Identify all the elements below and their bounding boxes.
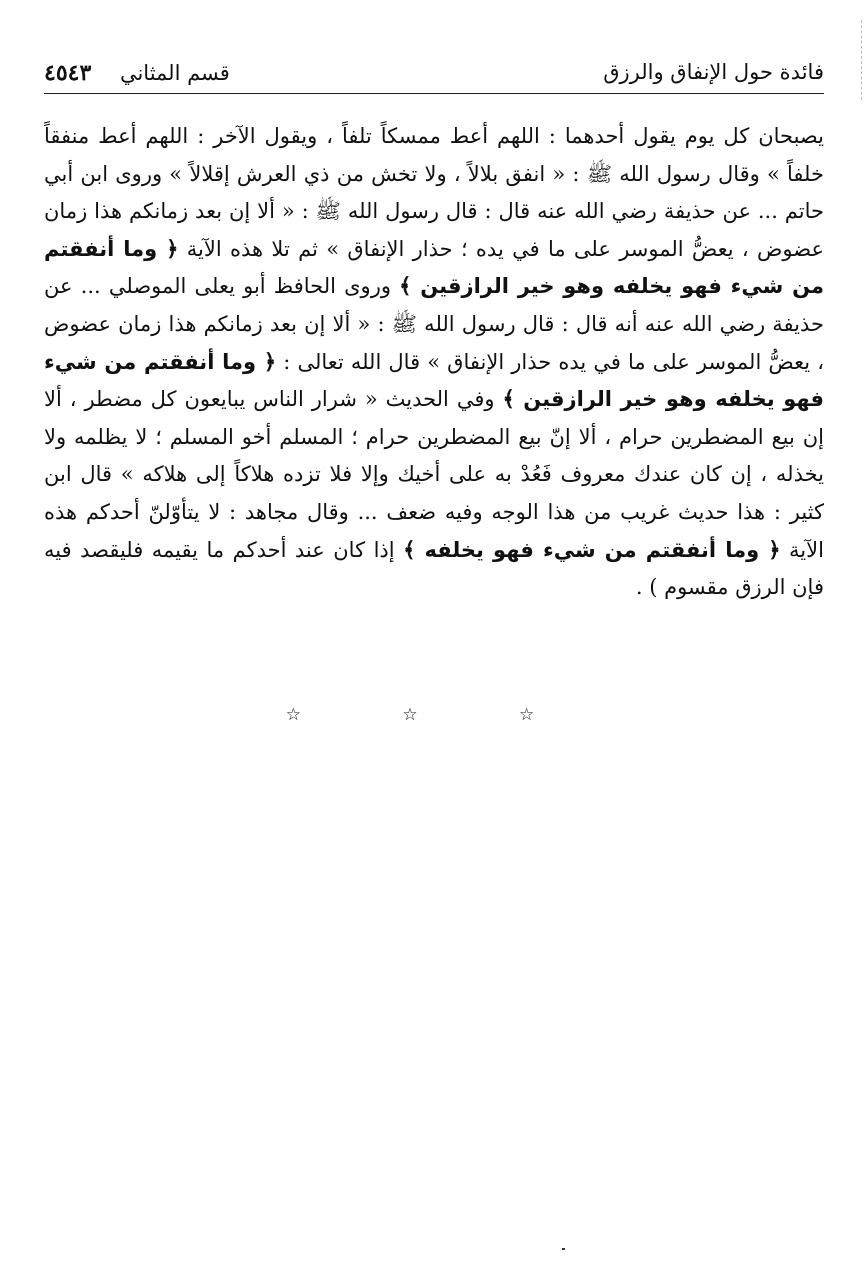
body-text bbox=[44, 118, 824, 607]
bottom-mark bbox=[562, 1248, 565, 1250]
header-rule bbox=[44, 93, 824, 94]
text-segment: إذا كان عند أحدكم ما يقيمه فليقصد فيه فإن الرزق مقسوم ) . bbox=[44, 537, 824, 600]
quran-verse: ﴿ وما أنفقتم من شيء فهو يخلفه وهو خير الرازقين ﴾ bbox=[44, 349, 824, 412]
section-name: قسم المثاني bbox=[119, 61, 230, 85]
page-number: ٤٥٤٣ bbox=[44, 60, 92, 86]
text-segment: وفي الحديث « شرار الناس يبايعون كل مضطر ، ألا إن بيع المضطرين حرام ، ألا إنّ بيع المضطرين حرام ؛ المسلم أخو المسلم ؛ لا يظلمه ولا يخذله ، إن كان عندك معروف فَعُدْ به على أخيك وإلا فلا تزده هلاكاً إلى هلاكه » قال ابن كثير : هذا حديث غريب من هذا الوجه وفيه ضعف ... وقال مجاهد : لا يتأوّلنّ أحدكم هذه الآية bbox=[44, 387, 824, 562]
running-header bbox=[44, 58, 824, 92]
chapter-title: فائدة حول الإنفاق والرزق bbox=[603, 60, 824, 84]
edge-mark bbox=[858, 20, 862, 100]
header-left-block bbox=[44, 60, 230, 86]
quran-verse: ﴿ وما أنفقتم من شيء فهو يخلفه ﴾ bbox=[403, 537, 781, 562]
section-separator: ☆ ☆ ☆ bbox=[285, 705, 583, 725]
text-segment: وروى الحافظ أبو يعلى الموصلي ... عن حذيفة رضي الله عنه أنه قال : قال رسول الله ﷺ : « ألا إن بعد زمانكم هذا زمان عضوض ، يعضُّ الموسر على ما في يده حذار الإنفاق » قال الله تعالى : bbox=[44, 274, 824, 374]
text-segment: يصبحان كل يوم يقول أحدهما : اللهم أعط ممسكاً تلفاً ، ويقول الآخر : اللهم أعط منفقاً خلفاً » وقال رسول الله ﷺ : « انفق بلالاً ، ولا تخش من ذي العرش إقلالاً » وروى ابن أبي حاتم ... عن حذيفة رضي الله عنه قال : قال رسول الله ﷺ : « ألا إن بعد زمانكم هذا زمان عضوض ، يعضُّ الموسر على ما في يده ؛ حذار الإنفاق » ثم تلا هذه الآية bbox=[44, 124, 824, 261]
quran-verse: ﴿ وما أنفقتم من شيء فهو يخلفه وهو خير الرازقين ﴾ bbox=[44, 236, 824, 299]
paragraph bbox=[44, 118, 824, 607]
